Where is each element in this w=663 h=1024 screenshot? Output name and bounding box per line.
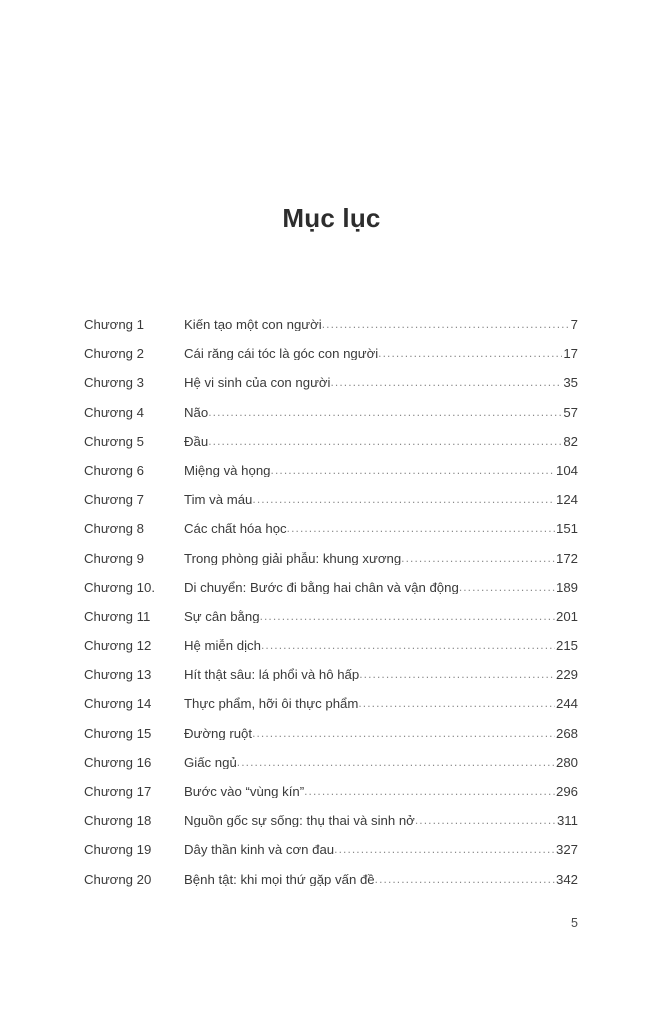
toc-page-number: 172	[555, 551, 578, 565]
toc-entry-title: Hệ vi sinh của con người	[184, 376, 331, 390]
toc-chapter-label: Chương 19	[84, 842, 152, 858]
toc-entry-title: Giấc ngủ	[184, 755, 237, 770]
toc-page-number: 104	[555, 463, 578, 478]
toc-page-number: 35	[563, 376, 578, 390]
toc-leader-dots	[415, 814, 556, 826]
toc-chapter-label: Chương 8	[84, 521, 145, 537]
toc-leader-dots	[322, 318, 570, 330]
toc-chapter-label: Chương 7	[84, 492, 145, 508]
toc-entry-body	[184, 464, 578, 477]
toc-leader-dots	[358, 697, 555, 709]
toc-entry[interactable]	[84, 843, 578, 872]
toc-entry[interactable]	[84, 814, 578, 843]
toc-chapter-label: Chương 15	[84, 725, 152, 741]
toc-page-number: 244	[555, 697, 578, 711]
toc-chapter-label: Chương 11	[84, 608, 151, 624]
toc-leader-dots	[459, 581, 555, 593]
toc-chapter-label: Chương 3	[84, 375, 145, 391]
toc-chapter-label: Chương 16	[84, 754, 152, 770]
toc-entry[interactable]	[84, 318, 578, 347]
toc-entry[interactable]	[84, 347, 578, 376]
toc-entry-title: Đường ruột	[184, 726, 253, 740]
toc-entry-body	[184, 873, 578, 886]
toc-entry-body	[184, 727, 578, 740]
toc-chapter-label: Chương 18	[84, 813, 152, 829]
toc-page-number: 82	[563, 434, 578, 448]
toc-chapter-label: Chương 17	[84, 784, 152, 799]
toc-entry[interactable]	[84, 464, 578, 493]
toc-page-number: 151	[555, 522, 578, 536]
toc-entry[interactable]	[84, 406, 578, 435]
toc-page-number: 7	[570, 318, 578, 332]
toc-entry-title: Nguồn gốc sự sống: thụ thai và sinh nở	[184, 814, 415, 828]
toc-entry-title: Bước vào “vùng kín”	[184, 785, 305, 799]
toc-leader-dots	[359, 668, 555, 680]
page-number-folio: 5	[571, 916, 578, 930]
toc-entry[interactable]	[84, 552, 578, 581]
toc-entry-title: Tim và máu	[184, 493, 253, 507]
toc-entry-title: Hệ miễn dịch	[184, 639, 261, 653]
toc-entry-title: Di chuyển: Bước đi bằng hai chân và vận động	[184, 580, 459, 594]
toc-entry[interactable]	[84, 668, 578, 697]
toc-entry-body	[184, 639, 578, 652]
toc-leader-dots	[401, 552, 555, 564]
toc-leader-dots	[378, 347, 562, 359]
toc-entry-title: Đầu	[184, 434, 209, 448]
toc-leader-dots	[375, 873, 555, 885]
toc-chapter-label: Chương 13	[84, 667, 152, 683]
toc-leader-dots	[208, 435, 562, 447]
toc-page-number: 57	[563, 405, 578, 419]
toc-entry-body	[184, 406, 578, 419]
toc-page-number: 124	[555, 493, 578, 507]
toc-entry[interactable]	[84, 435, 578, 464]
page-title: Mục lục	[282, 203, 381, 233]
toc-entry-body	[184, 435, 578, 448]
toc-entry[interactable]	[84, 581, 578, 610]
toc-entry[interactable]	[84, 727, 578, 756]
toc-entry[interactable]	[84, 785, 578, 814]
toc-entry[interactable]	[84, 873, 578, 902]
toc-page-number: 17	[563, 347, 578, 361]
toc-entry-body	[184, 376, 578, 389]
toc-chapter-label: Chương 2	[84, 346, 145, 362]
toc-chapter-label: Chương 12	[84, 638, 152, 654]
toc-page-number: 268	[555, 726, 578, 740]
toc-page-number: 296	[555, 785, 578, 799]
toc-entry-body	[184, 814, 578, 827]
toc-leader-dots	[252, 727, 555, 739]
toc-leader-dots	[334, 843, 555, 855]
toc-entry[interactable]	[84, 756, 578, 785]
toc-leader-dots	[304, 785, 555, 797]
toc-entry-title: Bệnh tật: khi mọi thứ gặp vấn đề	[184, 872, 375, 886]
toc-entry[interactable]	[84, 493, 578, 522]
toc-chapter-label: Chương 4	[84, 404, 145, 420]
toc-chapter-label: Chương 20	[84, 871, 152, 887]
toc-entry-title: Hít thật sâu: lá phổi và hô hấp	[184, 668, 360, 682]
toc-chapter-label: Chương 10.	[84, 579, 155, 595]
toc-entry[interactable]	[84, 376, 578, 405]
toc-leader-dots	[261, 639, 555, 651]
toc-entry-body	[184, 552, 578, 565]
toc-chapter-label: Chương 6	[84, 462, 145, 478]
toc-entry-title: Trong phòng giải phẫu: khung xương	[184, 551, 402, 565]
toc-entry-title: Cái răng cái tóc là góc con người	[184, 347, 379, 361]
toc-entry-body	[184, 318, 578, 331]
toc-entry[interactable]	[84, 522, 578, 551]
toc-page-number: 215	[555, 639, 578, 653]
toc-chapter-label: Chương 5	[84, 433, 145, 449]
toc-entry-body	[184, 668, 578, 681]
toc-leader-dots	[331, 376, 563, 388]
toc-leader-dots	[208, 406, 562, 418]
toc-page-number: 311	[556, 814, 578, 828]
toc-page-number: 280	[555, 755, 578, 770]
toc-entry-list	[84, 318, 578, 902]
toc-entry-body	[184, 785, 578, 798]
toc-entry-title: Sự cân bằng	[184, 609, 260, 624]
toc-entry-title: Thực phẩm, hỡi ôi thực phẩm	[184, 697, 359, 711]
toc-entry-body	[184, 756, 578, 769]
toc-entry-title: Dây thần kinh và cơn đau	[184, 843, 335, 857]
toc-page-number: 189	[555, 580, 578, 594]
toc-leader-dots	[252, 493, 555, 505]
toc-entry-title: Miệng và họng	[184, 463, 271, 478]
toc-entry-title: Kiến tạo một con người	[184, 318, 322, 332]
toc-page-number: 201	[555, 609, 578, 624]
toc-entry-body	[184, 493, 578, 506]
toc-entry-title: Các chất hóa học	[184, 522, 287, 536]
toc-entry-title: Não	[184, 405, 209, 419]
toc-leader-dots	[271, 464, 555, 476]
toc-entry-body	[184, 843, 578, 856]
toc-entry[interactable]	[84, 697, 578, 726]
toc-leader-dots	[237, 756, 555, 768]
toc-page-number: 342	[555, 872, 578, 886]
toc-entry-body	[184, 522, 578, 535]
toc-entry-body	[184, 697, 578, 710]
toc-page-number: 229	[555, 668, 578, 682]
toc-chapter-label: Chương 9	[84, 550, 145, 566]
toc-chapter-label: Chương 14	[84, 696, 152, 712]
toc-page-number: 327	[555, 843, 578, 857]
toc-chapter-label: Chương 1	[84, 317, 145, 332]
toc-leader-dots	[287, 522, 555, 534]
toc-entry[interactable]	[84, 639, 578, 668]
toc-entry-body	[184, 610, 578, 623]
toc-entry-body	[184, 347, 578, 360]
toc-entry[interactable]	[84, 610, 578, 639]
toc-leader-dots	[260, 610, 555, 622]
toc-entry-body	[184, 581, 578, 594]
